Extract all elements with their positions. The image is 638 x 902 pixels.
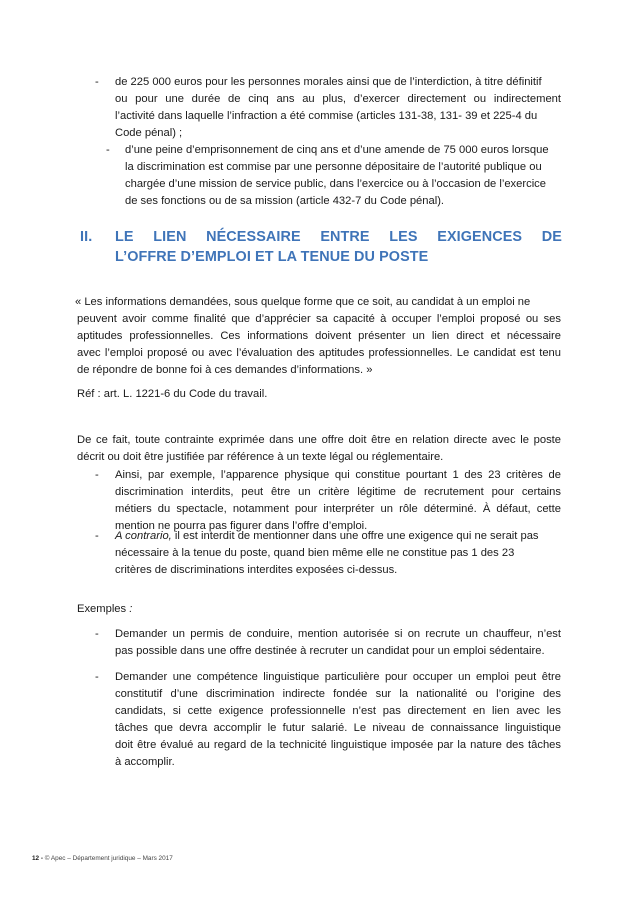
italic-lead: A contrario, (115, 530, 172, 542)
list-dash: - (95, 671, 99, 683)
list-dash: - (95, 628, 99, 640)
list-item-line: nécessaire à la tenue du poste, quand bien même elle ne constitue pas 1 des 23 (115, 547, 515, 559)
list-item-line: critères de discriminations interdites exposées ci-dessus. (115, 564, 398, 576)
list-dash: - (95, 530, 99, 542)
example-line: candidats, si cette exigence professionnelle n’est pas directement en lien avec les (115, 705, 561, 717)
footer-text: © Apec – Département juridique – Mars 2017 (43, 855, 173, 862)
page-footer (32, 855, 173, 863)
quote-line: « Les informations demandées, sous quelque forme que ce soit, au candidat à un emploi ne (75, 296, 531, 308)
quote-line: aptitudes professionnelles. Ces informations doivent présenter un lien direct et nécessaire (77, 330, 561, 342)
list-item-line: de 225 000 euros pour les personnes morales ainsi que de l’interdiction, à titre définitif (115, 76, 542, 88)
quote-reference: Réf : art. L. 1221-6 du Code du travail. (77, 388, 268, 400)
example-line: tâches que devra accomplir le futur salarié. Le niveau de connaissance linguistique (115, 722, 561, 734)
list-item-line: l’activité dans laquelle l’infraction a été commise (articles 131-38, 131- 39 et 225-4 du (115, 110, 538, 122)
quote-line: peuvent avoir comme finalité que d’apprécier sa capacité à occuper l’emploi proposé ou ses (77, 313, 561, 325)
page-number: 12 - (32, 855, 44, 862)
example-line: constitutif d’une discrimination indirecte fondée sur la nationalité ou l’origine des (115, 688, 561, 700)
list-item-line: la discrimination est commise par une personne dépositaire de l’autorité publique ou (125, 161, 542, 173)
list-dash: - (95, 469, 99, 481)
example-line: Demander une compétence linguistique particulière pour occuper un emploi peut être (115, 671, 561, 683)
list-item-line: Ainsi, par exemple, l’apparence physique qui constitue pourtant 1 des 23 critères de (115, 469, 561, 481)
list-item-line: d’une peine d’emprisonnement de cinq ans et d’une amende de 75 000 euros lorsque (125, 144, 549, 156)
list-item-line (115, 529, 561, 543)
section-number: II. (80, 229, 93, 245)
quote-line: de répondre de bonne foi à ces demandes d’informations. » (77, 364, 373, 376)
quote-line: avec l’emploi proposé ou avec l’évaluation des aptitudes professionnelles. Le candidat est tenu (77, 347, 561, 359)
list-item-line: métiers du spectacle, notamment pour interpréter un rôle déterminé. À défaut, cette (115, 503, 561, 515)
list-item-text: il est interdit de mentionner dans une offre une exigence qui ne serait pas (171, 530, 539, 542)
paragraph-line: De ce fait, toute contrainte exprimée dans une offre doit être en relation directe avec le poste (77, 434, 561, 446)
examples-label-text: Exemples (77, 603, 127, 615)
example-line: pas possible dans une offre destinée à recruter un candidat pour un emploi sédentaire. (115, 645, 545, 657)
list-item-line: Code pénal) ; (115, 127, 183, 139)
list-item-line: ou pour une durée de cinq ans au plus, d’exercer directement ou indirectement (115, 93, 561, 105)
list-dash: - (106, 144, 110, 156)
paragraph-line: décrit ou doit être justifiée par référence à un texte légal ou réglementaire. (77, 451, 444, 463)
list-item-line: discrimination interdits, peut être un critère légitime de recrutement pour certains (115, 486, 561, 498)
list-item-line: mention ne pourra pas figurer dans l’offre d’emploi. (115, 520, 368, 532)
section-title-line: L’OFFRE D’EMPLOI ET LA TENUE DU POSTE (115, 249, 429, 265)
examples-label-colon: : (126, 603, 133, 615)
section-title-line: LE LIEN NÉCESSAIRE ENTRE LES EXIGENCES DE (115, 229, 562, 245)
list-dash: - (95, 76, 99, 88)
list-item-line: de ses fonctions ou de sa mission (article 432-7 du Code pénal). (125, 195, 445, 207)
example-line: Demander un permis de conduire, mention autorisée si on recrute un chauffeur, n’est (115, 628, 561, 640)
example-line: doit être évalué au regard de la technicité linguistique imposée par la nature des tâches (115, 739, 561, 751)
example-line: à accomplir. (115, 756, 175, 768)
examples-label (77, 602, 132, 616)
list-item-line: chargée d’une mission de service public, dans l’exercice ou à l’occasion de l’exercice (125, 178, 546, 190)
